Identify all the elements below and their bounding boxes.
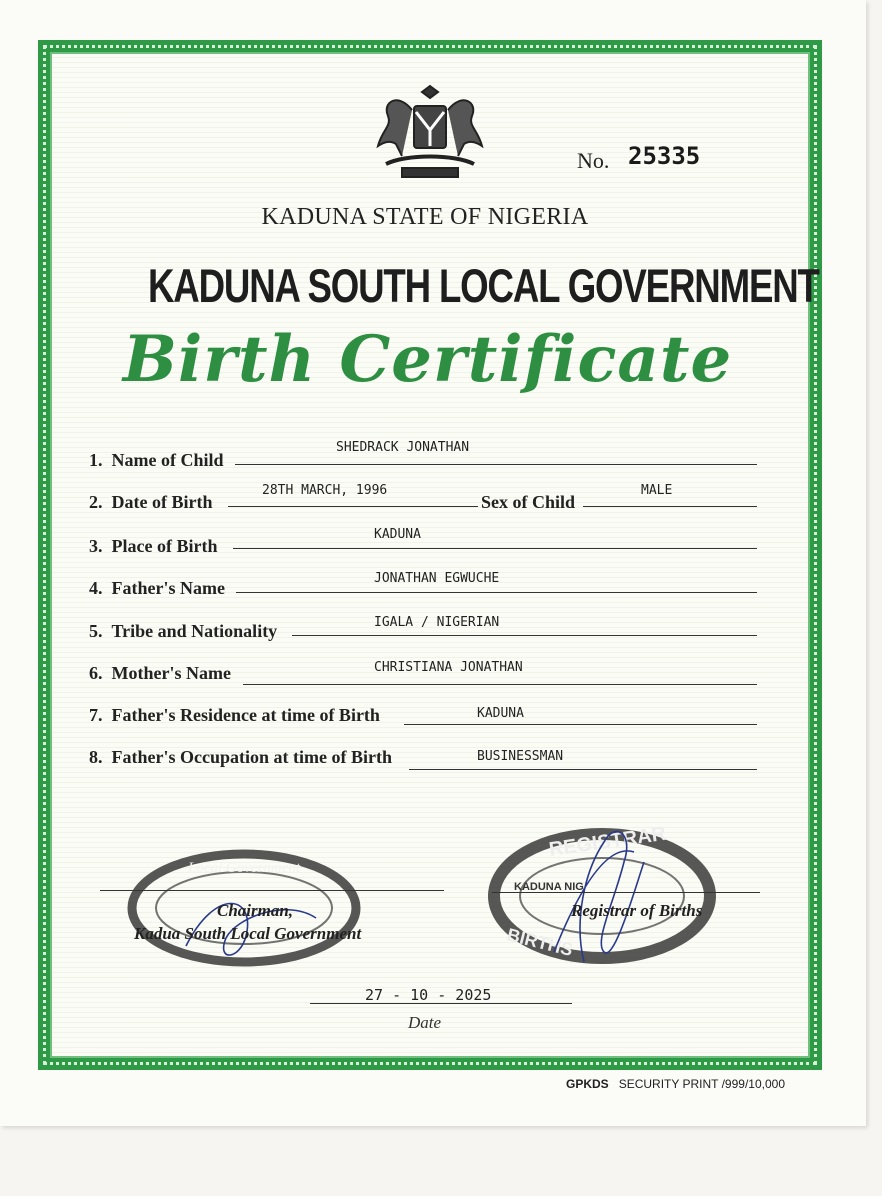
field-label: Tribe and Nationality <box>111 621 278 641</box>
field-number: 8. <box>89 747 103 767</box>
field-3-label <box>89 536 217 557</box>
field-label: Place of Birth <box>111 536 218 556</box>
registrar-signature-line <box>492 892 760 893</box>
field-3-line <box>233 548 757 549</box>
field-label: Father's Name <box>111 578 225 598</box>
field-8-line <box>409 769 757 770</box>
footer-text: SECURITY PRINT /999/10,000 <box>618 1077 785 1091</box>
mothers-name-value: CHRISTIANA JONATHAN <box>374 660 523 675</box>
chairman-signature-line <box>100 890 444 891</box>
serial-number: 25335 <box>628 142 701 170</box>
sex-value: MALE <box>641 483 673 498</box>
chairman-title: Chairman, <box>217 901 294 920</box>
field-label: Father's Occupation at time of Birth <box>111 747 392 767</box>
field-5-line <box>292 635 757 636</box>
field-1-label <box>89 450 224 471</box>
tribe-nationality-value: IGALA / NIGERIAN <box>374 615 500 630</box>
lga-heading: KADUNA SOUTH LOCAL GOVERNMENT <box>148 259 819 312</box>
coat-of-arms-icon <box>372 80 488 188</box>
lg-stamp-text: Local Government <box>187 860 301 876</box>
field-label: Date of Birth <box>111 492 213 512</box>
sex-label: Sex of Child <box>481 492 576 512</box>
registrar-stamp-bottom: BIRTHS <box>505 924 575 961</box>
field-number: 1. <box>89 450 103 470</box>
fathers-occupation-value: BUSINESSMAN <box>477 749 564 764</box>
registrar-title: Registrar of Births <box>571 901 703 920</box>
field-number: 2. <box>89 492 103 512</box>
chairman-office: Kadua South Local Government <box>134 924 362 943</box>
field-number: 6. <box>89 663 103 683</box>
certificate-title: Birth Certificate <box>122 322 733 397</box>
date-line <box>310 1003 572 1004</box>
field-4-label <box>89 578 225 599</box>
field-8-label <box>89 747 392 768</box>
field-1-line <box>235 464 757 465</box>
security-print-footer <box>566 1077 785 1091</box>
date-label: Date <box>408 1013 442 1032</box>
place-of-birth-value: KADUNA <box>374 527 421 542</box>
field-label: Father's Residence at time of Birth <box>111 705 380 725</box>
field-7-label <box>89 705 380 726</box>
field-4-line <box>236 592 757 593</box>
state-heading: KADUNA STATE OF NIGERIA <box>261 204 589 230</box>
field-number: 4. <box>89 578 103 598</box>
registrar-stamp-top: REGISTRAR <box>547 822 668 861</box>
field-label: Mother's Name <box>111 663 231 683</box>
serial-number-label: No. <box>577 148 610 173</box>
field-6-label <box>89 663 231 684</box>
field-7-line <box>404 724 757 725</box>
registrar-stamp-mid: KADUNA NIG <box>514 881 584 893</box>
child-name-value: SHEDRACK JONATHAN <box>336 440 470 455</box>
field-2-label <box>89 492 212 513</box>
field-number: 7. <box>89 705 103 725</box>
fathers-name-value: JONATHAN EGWUCHE <box>374 571 500 586</box>
sex-line <box>583 506 757 507</box>
issue-date-value: 27 - 10 - 2025 <box>365 986 492 1004</box>
footer-code: GPKDS <box>566 1077 609 1091</box>
field-2-line <box>228 506 478 507</box>
date-of-birth-value: 28TH MARCH, 1996 <box>262 483 388 498</box>
field-5-label <box>89 621 277 642</box>
fathers-residence-value: KADUNA <box>477 706 524 721</box>
field-label: Name of Child <box>111 450 224 470</box>
field-6-line <box>243 684 757 685</box>
field-number: 3. <box>89 536 103 556</box>
field-number: 5. <box>89 621 103 641</box>
